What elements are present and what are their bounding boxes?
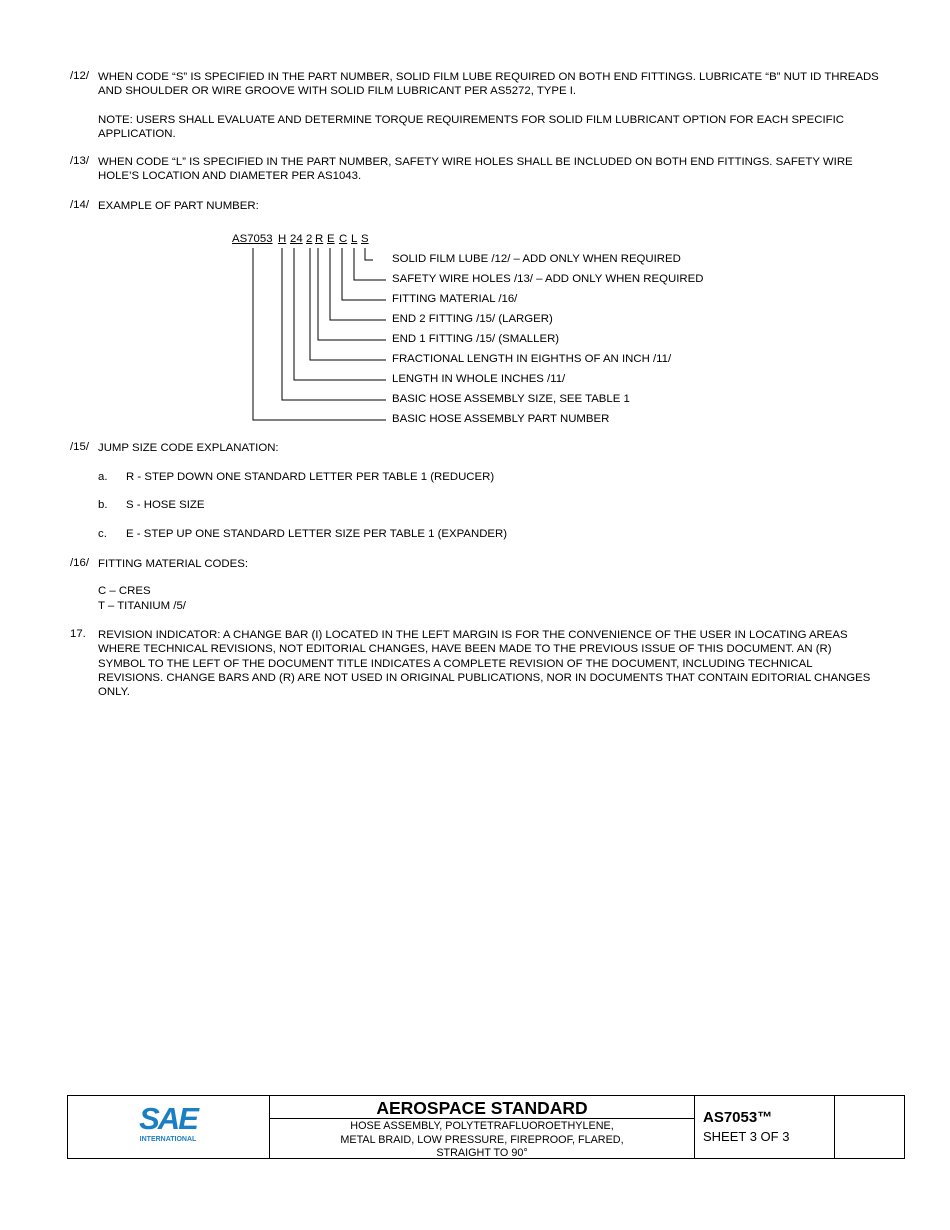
pn-label-length-inches: LENGTH IN WHOLE INCHES /11/ bbox=[392, 373, 566, 385]
sae-logo bbox=[68, 1096, 269, 1158]
standard-title: AEROSPACE STANDARD bbox=[376, 1098, 588, 1118]
leader-line bbox=[342, 248, 386, 300]
material-code: T – TITANIUM /5/ bbox=[98, 600, 186, 612]
pn-token: S bbox=[361, 233, 369, 245]
leader-line bbox=[354, 248, 386, 280]
note-number: /12/ bbox=[70, 70, 89, 82]
note-text: JUMP SIZE CODE EXPLANATION: bbox=[98, 442, 279, 454]
logo-cell bbox=[68, 1096, 270, 1158]
list-item: S - HOSE SIZE bbox=[126, 499, 205, 511]
pn-token: H bbox=[278, 233, 287, 245]
note-text: EXAMPLE OF PART NUMBER: bbox=[98, 200, 259, 212]
pn-token: C bbox=[339, 233, 348, 245]
note-16 bbox=[70, 557, 880, 571]
note-number: /15/ bbox=[70, 441, 89, 453]
title-block bbox=[67, 1095, 905, 1159]
note-number: /14/ bbox=[70, 199, 89, 211]
pn-label-solid-film-lube: SOLID FILM LUBE /12/ – ADD ONLY WHEN REQUIRED bbox=[392, 253, 681, 265]
leader-line bbox=[282, 248, 386, 400]
note-number: /13/ bbox=[70, 155, 89, 167]
description-line: HOSE ASSEMBLY, POLYTETRAFLUOROETHYLENE, bbox=[350, 1120, 614, 1132]
list-letter: a. bbox=[98, 471, 108, 483]
pn-label-safety-wire-holes: SAFETY WIRE HOLES /13/ – ADD ONLY WHEN REQUIRED bbox=[392, 273, 704, 285]
sae-logo-text: SAE bbox=[139, 1101, 197, 1136]
document-number: AS7053™ bbox=[703, 1109, 773, 1126]
pn-token: AS7053 bbox=[232, 233, 273, 245]
leader-line bbox=[310, 248, 386, 360]
doc-number-cell bbox=[695, 1096, 835, 1158]
note-17 bbox=[70, 628, 880, 699]
description-line: STRAIGHT TO 90° bbox=[436, 1147, 528, 1159]
note-number: /16/ bbox=[70, 557, 89, 569]
pn-label-end-1-fitting: END 1 FITTING /15/ (SMALLER) bbox=[392, 333, 560, 345]
leader-line bbox=[318, 248, 386, 340]
pn-token: 2 bbox=[306, 233, 313, 245]
note-text: REVISION INDICATOR: A CHANGE BAR (I) LOCATED IN THE LEFT MARGIN IS FOR THE CONVENIENCE OF THE USER IN LOCATING AREAS WHERE TECHNICAL REVISIONS, NOT EDITORIAL CHANGES, HAVE BEEN MADE TO THE PREVIOUS ISSUE OF THIS DOCUMENT. AN (R) SYMBOL TO THE LEFT OF THE DOCUMENT TITLE INDICATES A COMPLETE REVISION OF THE DOCUMENT, INCLUDING TECHNICAL REVISIONS. CHANGE BARS AND (R) ARE NOT USED IN ORIGINAL PUBLICATIONS, NOR IN DOCUMENTS THAT CONTAIN EDITORIAL CHANGES ONLY. bbox=[98, 629, 871, 699]
revision-cell bbox=[835, 1096, 904, 1158]
list-letter: c. bbox=[98, 528, 107, 540]
pn-token: 24 bbox=[290, 233, 303, 245]
leader-line bbox=[365, 248, 373, 260]
sheet-number: SHEET 3 OF 3 bbox=[703, 1129, 790, 1144]
list-item: E - STEP UP ONE STANDARD LETTER SIZE PER TABLE 1 (EXPANDER) bbox=[126, 528, 508, 540]
leader-line bbox=[253, 248, 386, 420]
description-line: METAL BRAID, LOW PRESSURE, FIREPROOF, FLARED, bbox=[340, 1133, 624, 1146]
note-text: FITTING MATERIAL CODES: bbox=[98, 558, 248, 570]
pn-label-fractional-length: FRACTIONAL LENGTH IN EIGHTHS OF AN INCH /11/ bbox=[392, 353, 672, 365]
note-subtext: NOTE: USERS SHALL EVALUATE AND DETERMINE TORQUE REQUIREMENTS FOR SOLID FILM LUBRICANT OPTION FOR EACH SPECIFIC APPLICATION. bbox=[98, 113, 844, 140]
pn-token: E bbox=[327, 233, 335, 245]
list-letter: b. bbox=[98, 499, 108, 511]
note-number: 17. bbox=[70, 628, 86, 640]
standard-description bbox=[270, 1120, 694, 1161]
note-15 bbox=[70, 441, 880, 455]
list-item: R - STEP DOWN ONE STANDARD LETTER PER TABLE 1 (REDUCER) bbox=[126, 471, 495, 483]
material-code: C – CRES bbox=[98, 585, 151, 597]
pn-label-end-2-fitting: END 2 FITTING /15/ (LARGER) bbox=[392, 313, 553, 325]
pn-label-basic-part-number: BASIC HOSE ASSEMBLY PART NUMBER bbox=[392, 413, 610, 425]
note-text: WHEN CODE “L” IS SPECIFIED IN THE PART NUMBER, SAFETY WIRE HOLES SHALL BE INCLUDED ON BOTH END FITTINGS. SAFETY WIRE HOLE’S LOCATION AND DIAMETER PER AS1043. bbox=[98, 156, 853, 183]
title-divider bbox=[270, 1118, 694, 1119]
pn-label-fitting-material: FITTING MATERIAL /16/ bbox=[392, 293, 518, 305]
note-text: WHEN CODE “S” IS SPECIFIED IN THE PART NUMBER, SOLID FILM LUBE REQUIRED ON BOTH END FITTINGS. LUBRICATE “B” NUT ID THREADS AND SHOULDER OR WIRE GROOVE WITH SOLID FILM LUBRICANT PER AS5272, TYPE I. bbox=[98, 71, 879, 98]
title-cell bbox=[270, 1096, 695, 1158]
pn-token: R bbox=[315, 233, 324, 245]
sae-logo-subtext: INTERNATIONAL bbox=[139, 1136, 197, 1143]
pn-label-hose-size: BASIC HOSE ASSEMBLY SIZE, SEE TABLE 1 bbox=[392, 393, 630, 405]
leader-line bbox=[330, 248, 386, 320]
pn-token: L bbox=[351, 233, 358, 245]
